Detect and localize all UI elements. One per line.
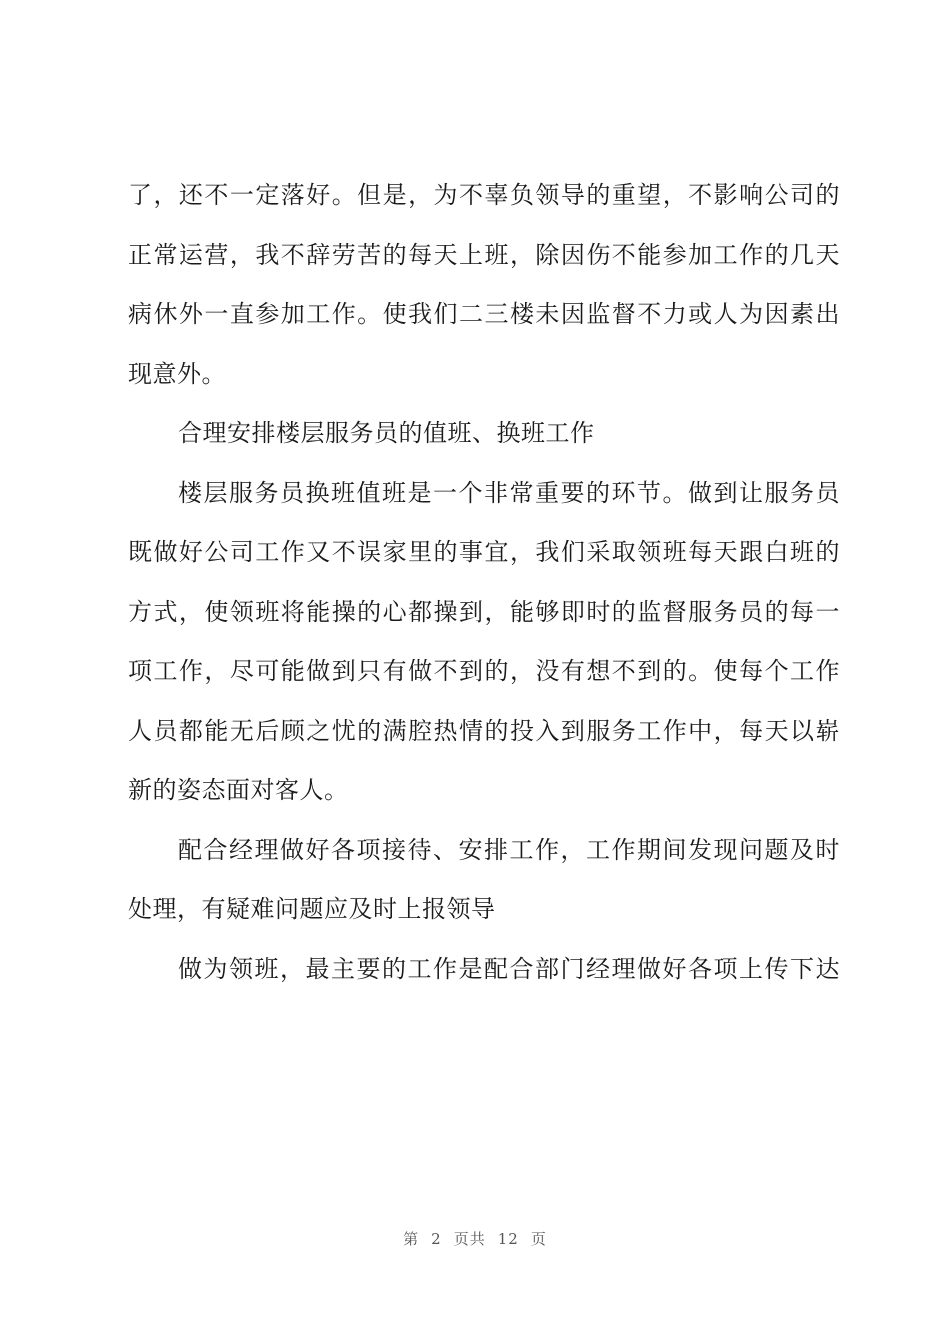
text-line: 做为领班，最主要的工作是配合部门经理做好各项上传下达	[178, 954, 840, 983]
text-line: 既做好公司工作又不误家里的事宜，我们采取领班每天跟白班的	[128, 538, 840, 566]
page-footer	[0, 1228, 950, 1249]
text-line: 正常运营，我不辞劳苦的每天上班，除因伤不能参加工作的几天	[128, 240, 840, 269]
text-line: 项工作，尽可能做到只有做不到的，没有想不到的。使每个工作	[128, 657, 840, 685]
section-heading: 合理安排楼层服务员的值班、换班工作	[178, 419, 595, 447]
text-line: 了，还不一定落好。但是，为不辜负领导的重望，不影响公司的	[128, 181, 840, 209]
section-heading: 配合经理做好各项接待、安排工作，工作期间发现问题及时	[178, 835, 840, 864]
current-page-number: 2	[431, 1230, 442, 1248]
text-line: 新的姿态面对客人。	[128, 776, 349, 804]
text-line: 方式，使领班将能操的心都操到，能够即时的监督服务员的每一	[128, 597, 840, 626]
text-line: 人员都能无后顾之忧的满腔热情的投入到服务工作中，每天以崭	[128, 716, 840, 745]
text-line: 楼层服务员换班值班是一个非常重要的环节。做到让服务员	[178, 478, 840, 507]
text-line: 病休外一直参加工作。使我们二三楼未因监督不力或人为因素出	[128, 300, 840, 328]
section-heading: 处理，有疑难问题应及时上报领导	[128, 895, 496, 923]
total-pages-number: 12	[497, 1230, 519, 1248]
footer-mid: 页共	[453, 1230, 486, 1248]
document-body	[128, 166, 840, 999]
footer-prefix: 第	[403, 1230, 420, 1248]
text-line: 现意外。	[128, 359, 226, 388]
footer-suffix: 页	[530, 1230, 547, 1248]
